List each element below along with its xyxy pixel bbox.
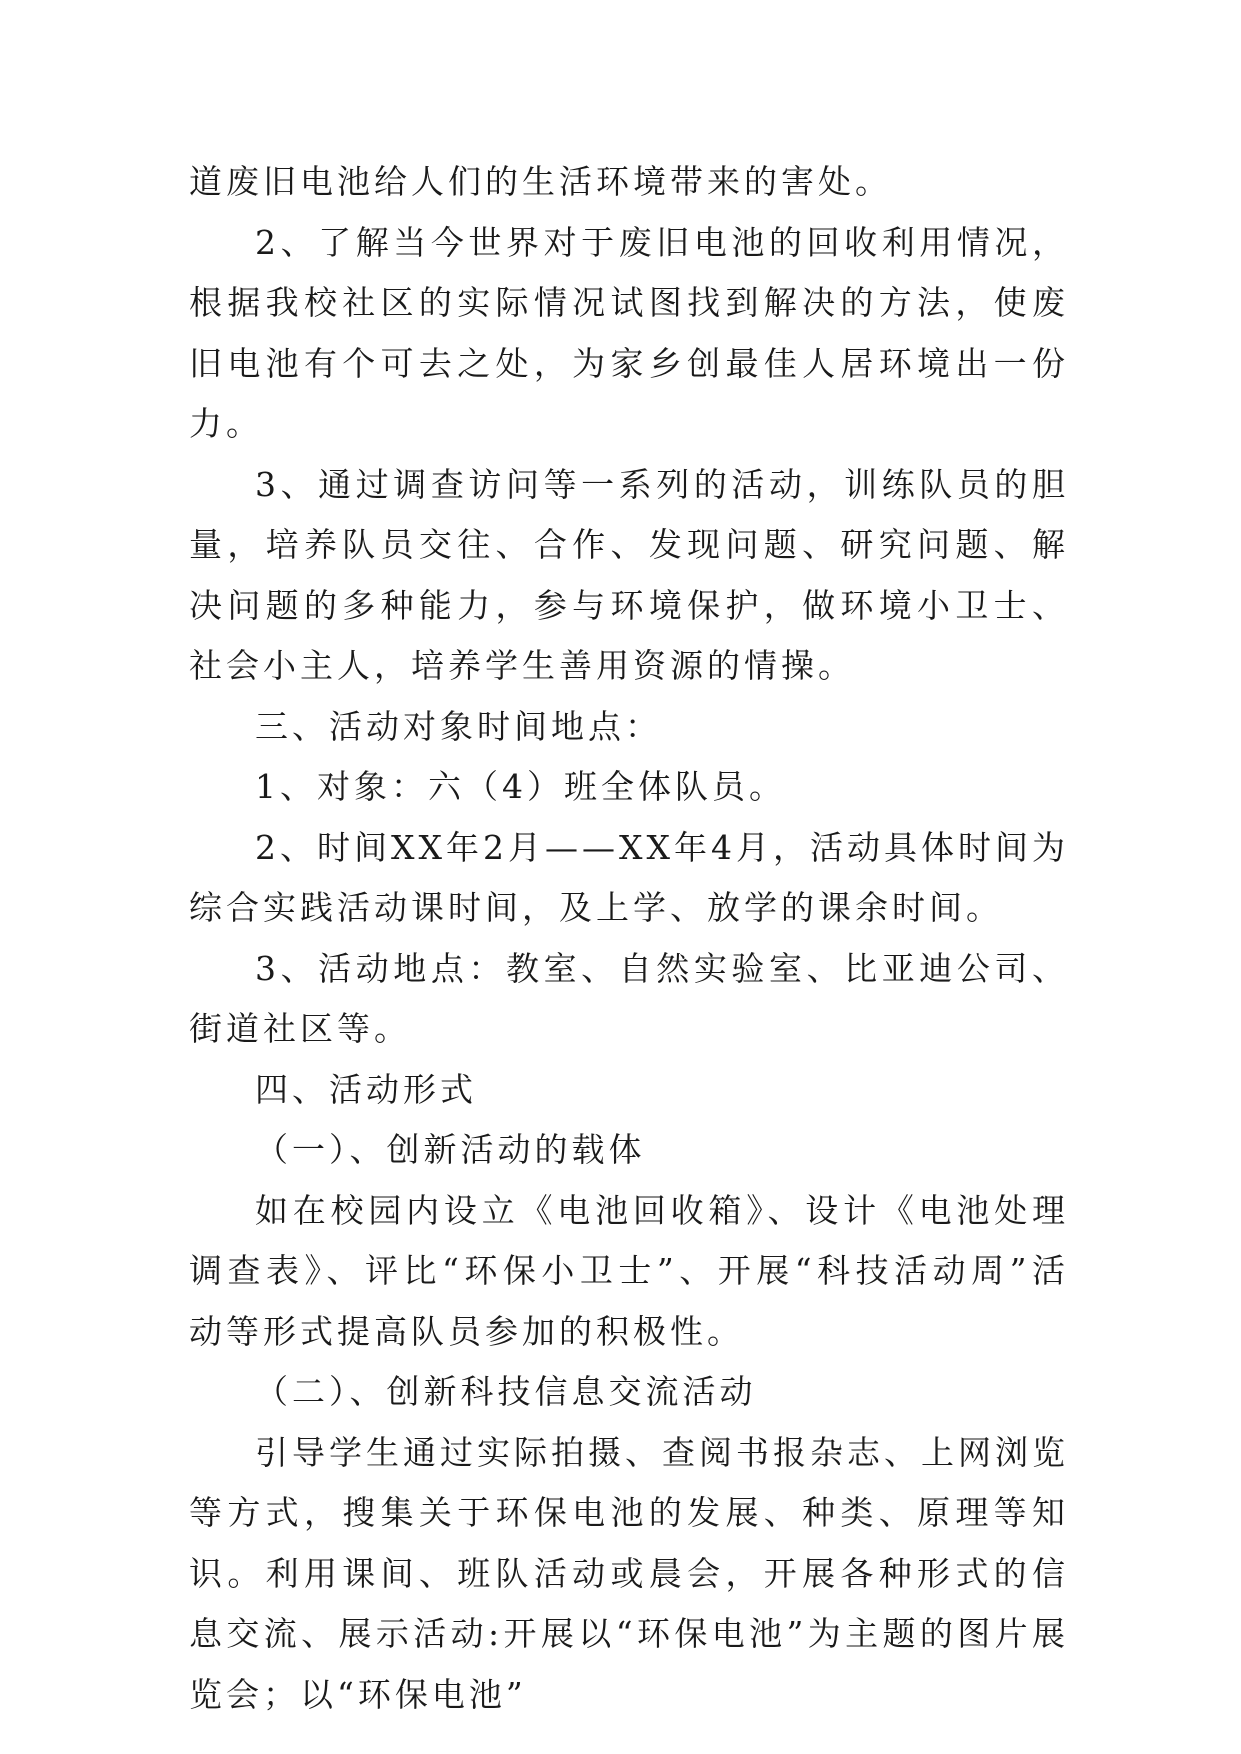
paragraph-goal-2: 2、了解当今世界对于废旧电池的回收利用情况，根据我校社区的实际情况试图找到解决的方法，使废旧电池有个可去之处，为家乡创最佳人居环境出一份力。 xyxy=(189,222,1069,443)
subheading-1: （一）、创新活动的载体 xyxy=(255,1130,646,1169)
paragraph-continuation: 道废旧电池给人们的生活环境带来的害处。 xyxy=(189,162,892,201)
paragraph-carrier: 如在校园内设立《电池回收箱》、设计《电池处理调查表》、评比“环保小卫士”、开展“科技活动周”活动等形式提高队员参加的积极性。 xyxy=(189,1190,1069,1351)
paragraph-time: 2、时间XX年2月——XX年4月，活动具体时间为综合实践活动课时间，及上学、放学的课余时间。 xyxy=(189,827,1069,927)
paragraph-exchange: 引导学生通过实际拍摄、查阅书报杂志、上网浏览等方式，搜集关于环保电池的发展、种类、原理等知识。利用课间、班队活动或晨会，开展各种形式的信息交流、展示活动:开展以“环保电池”为主题的图片展览会；以“环保电池” xyxy=(189,1432,1069,1714)
paragraph-target: 1、对象：六（4）班全体队员。 xyxy=(255,767,786,806)
subheading-2: （二）、创新科技信息交流活动 xyxy=(255,1372,757,1411)
paragraph-goal-3: 3、通过调查访问等一系列的活动，训练队员的胆量，培养队员交往、合作、发现问题、研究问题、解决问题的多种能力，参与环境保护，做环境小卫士、社会小主人，培养学生善用资源的情操。 xyxy=(189,464,1069,685)
paragraph-location: 3、活动地点：教室、自然实验室、比亚迪公司、街道社区等。 xyxy=(189,948,1069,1048)
document-body xyxy=(189,152,1069,1725)
section-heading-4: 四、活动形式 xyxy=(255,1069,477,1109)
section-heading-3: 三、活动对象时间地点： xyxy=(255,706,662,746)
